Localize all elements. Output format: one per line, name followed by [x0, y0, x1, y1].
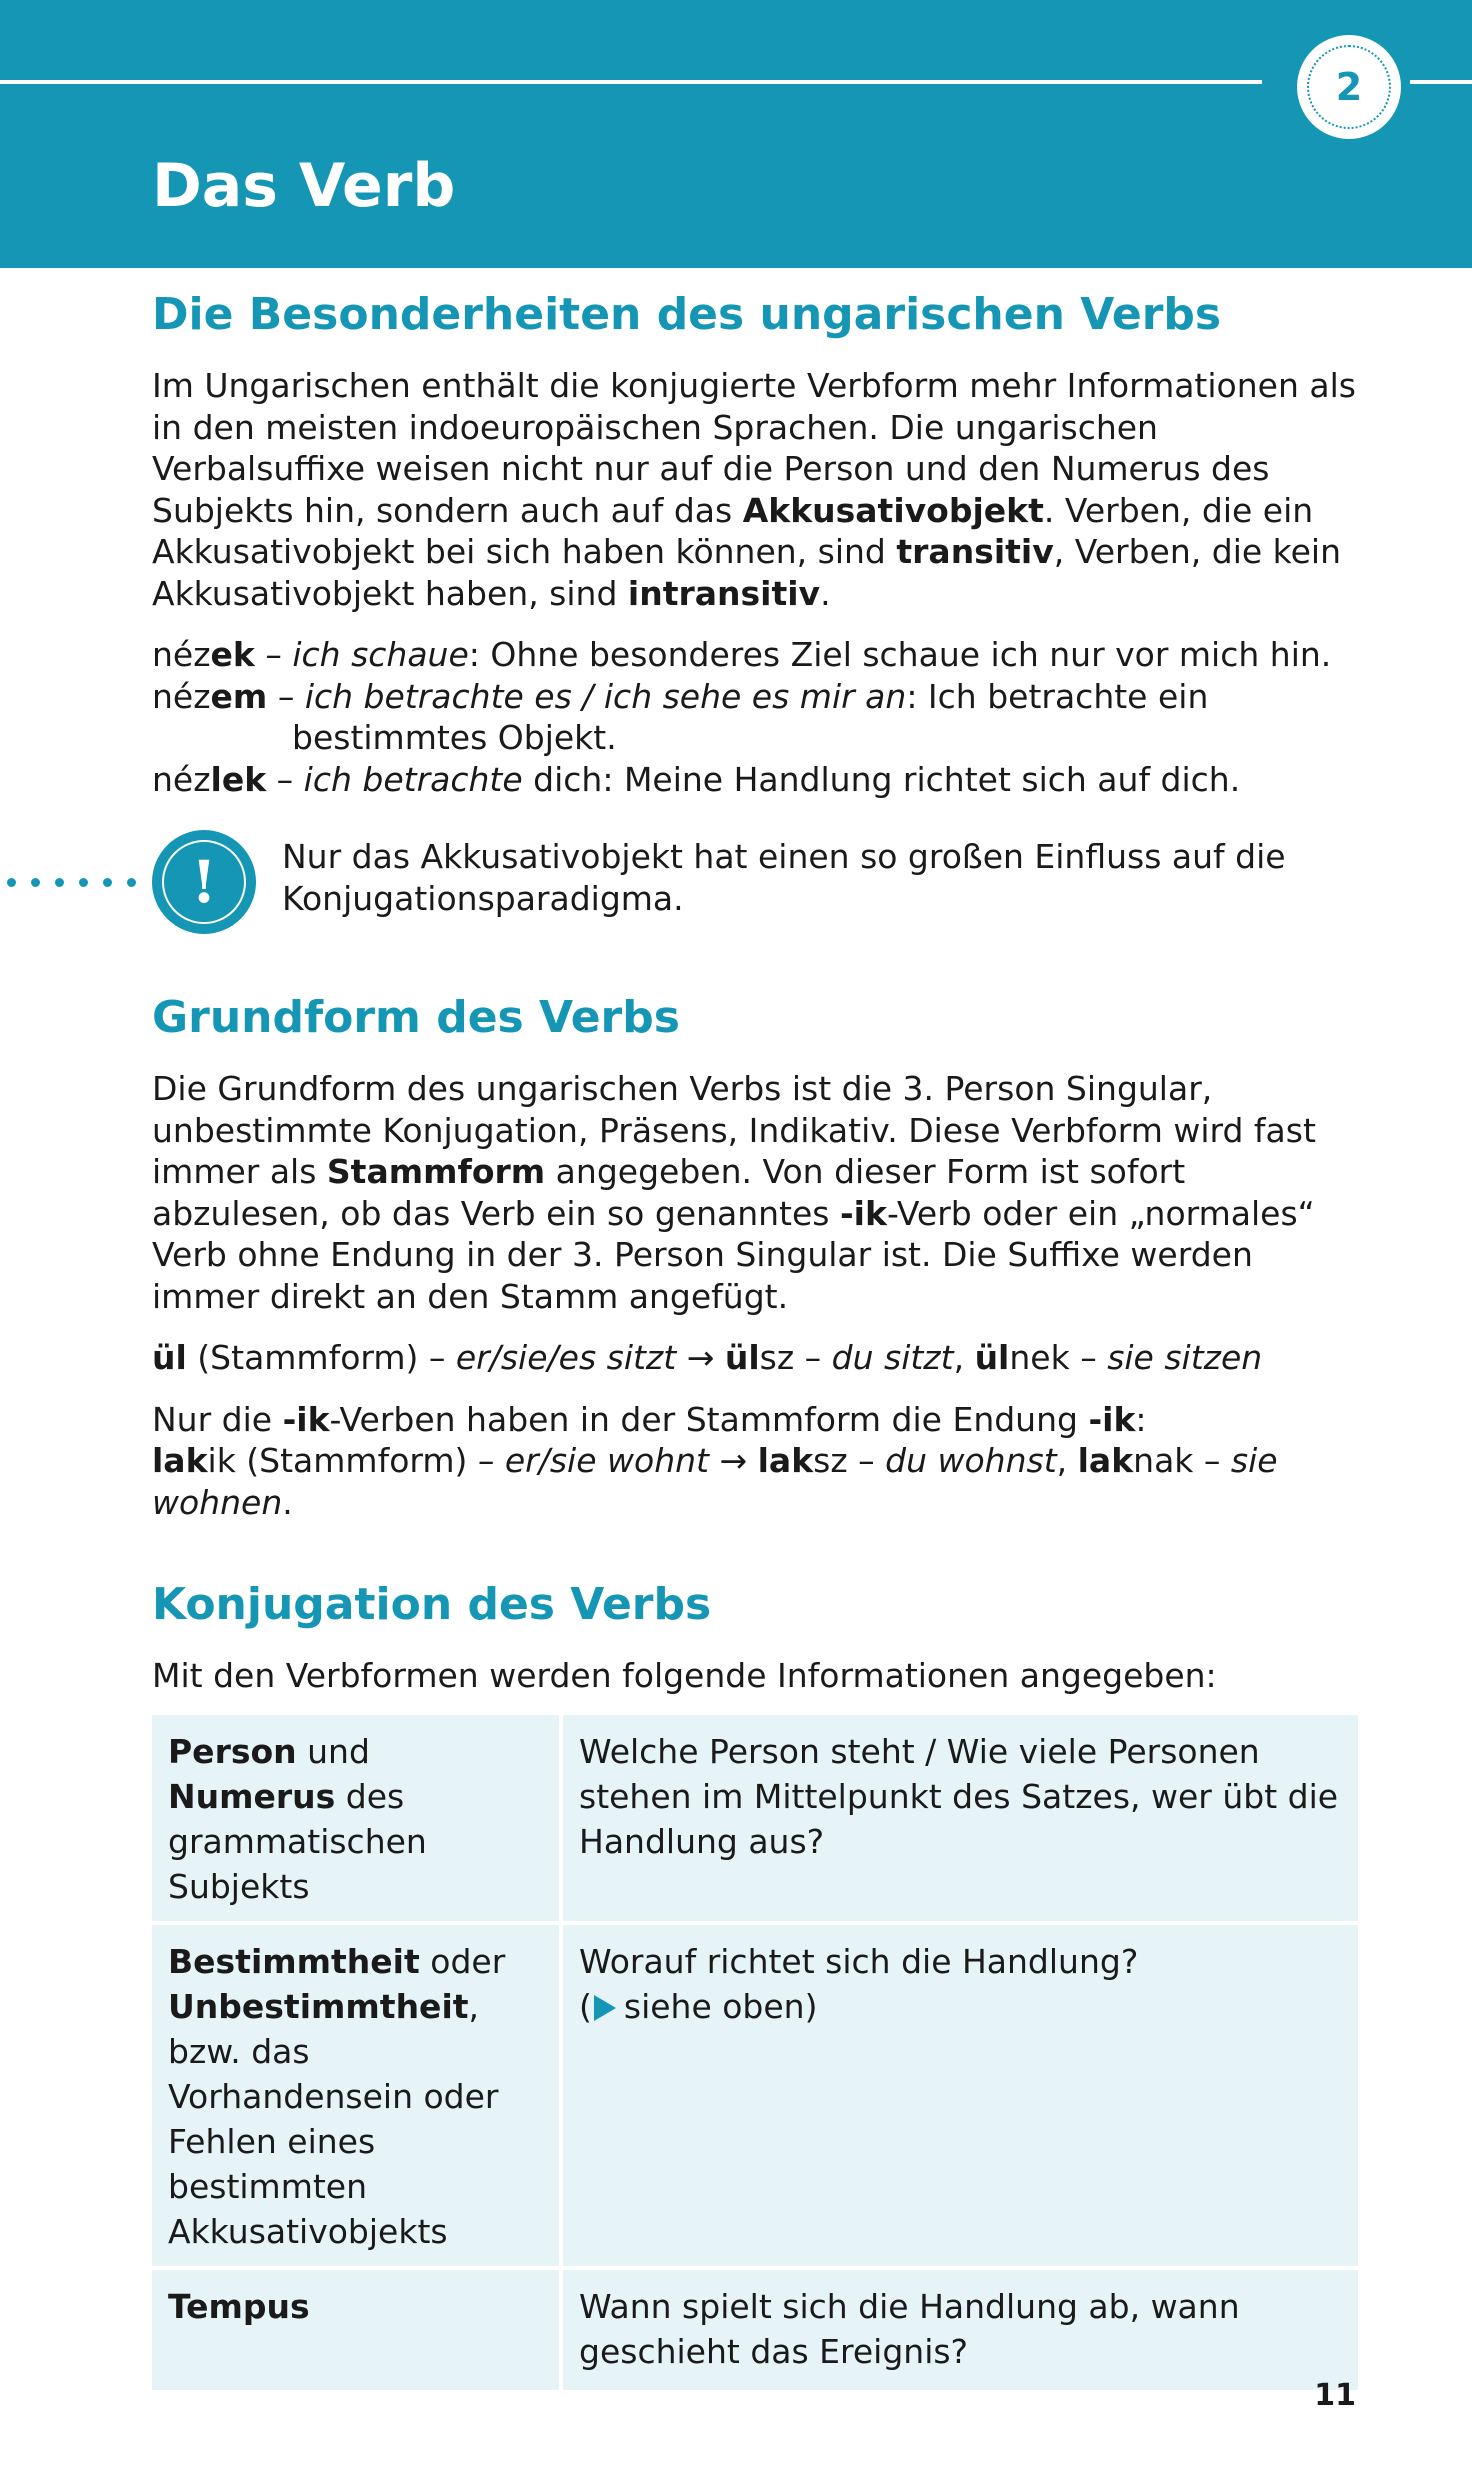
- example-nezek: [152, 634, 1362, 676]
- gloss: ich betrachte es / ich sehe es mir an: [304, 676, 907, 716]
- verb-suffix: lek: [210, 759, 267, 799]
- gloss: er/sie/es sitzt: [455, 1338, 677, 1377]
- term-person: Person: [168, 1731, 297, 1771]
- text-run: und: [296, 1731, 370, 1771]
- page-number: 11: [1314, 2378, 1356, 2413]
- verb-stem: néz: [152, 759, 211, 799]
- verb-suffix: em: [210, 676, 268, 716]
- note-box: [152, 826, 1362, 936]
- chapter-number: 2: [1307, 45, 1391, 129]
- section-heading-besonderheiten: Die Besonderheiten des ungarischen Verbs: [152, 289, 1222, 340]
- paren: (: [579, 1986, 592, 2026]
- konjugation-intro: Mit den Verbformen werden folgende Informationen angegeben:: [152, 1656, 1217, 1695]
- text-run: sz –: [759, 1338, 832, 1377]
- text-run: -Verb oder ein „normales“ Verb ohne Endung in der 3. Person Singular ist. Die Suffixe werden immer direkt an den Stamm angefügt.: [152, 1193, 1315, 1316]
- chapter-badge: [1297, 35, 1401, 139]
- verb-stem: ül: [724, 1338, 760, 1377]
- text-run: . Verben, die ein Akkusativobjekt bei sich haben können, sind: [152, 490, 1314, 571]
- text-run: des grammatischen Subjekts: [168, 1776, 427, 1906]
- table-cell-question: [563, 1925, 1358, 2266]
- text-run: angegeben. Von dieser Form ist sofort abzulesen, ob das Verb ein so genanntes: [152, 1152, 1186, 1233]
- page-title: Das Verb: [152, 151, 456, 221]
- dotted-leader: [7, 878, 136, 887]
- intro-paragraph: [152, 365, 1362, 614]
- text-run: .: [820, 573, 831, 613]
- chapter-header: [0, 0, 1472, 268]
- header-rule-right: [1410, 80, 1472, 84]
- explanation: dich: Meine Handlung richtet sich auf dich.: [522, 759, 1241, 799]
- text-run: oder: [419, 1941, 506, 1981]
- example-nezem-continuation: bestimmtes Objekt.: [292, 718, 617, 757]
- ik-verb-rule: [152, 1399, 1362, 1441]
- text-run: ,: [953, 1338, 975, 1377]
- verb-stem: lak: [152, 1441, 208, 1480]
- example-lakik: [152, 1399, 1362, 1524]
- gloss: du sitzt: [831, 1338, 954, 1377]
- verb-suffix: ek: [210, 635, 255, 674]
- text-run: Nur die: [152, 1399, 283, 1439]
- term-transitiv: transitiv: [896, 532, 1054, 571]
- term-tempus: Tempus: [168, 2286, 310, 2326]
- term-ik: -ik: [839, 1193, 887, 1233]
- page-content: [152, 285, 1362, 2394]
- arrow-icon: →: [676, 1338, 725, 1377]
- term-ik: -ik: [1088, 1399, 1136, 1439]
- verb-stem: néz: [152, 676, 211, 716]
- gloss: sie sitzen: [1107, 1338, 1263, 1377]
- table-cell-category: [152, 2270, 559, 2390]
- text-run: sz –: [813, 1441, 886, 1480]
- text-run: :: [1135, 1399, 1147, 1439]
- table-row: [152, 2270, 1358, 2390]
- term-unbestimmtheit: Unbestimmtheit: [168, 1986, 469, 2026]
- verb-stem: lak: [757, 1441, 814, 1480]
- section-heading-konjugation: Konjugation des Verbs: [152, 1579, 712, 1630]
- table-row: [152, 1715, 1358, 1921]
- gloss: du wohnst: [885, 1441, 1057, 1480]
- triangle-right-icon: [594, 1995, 616, 2021]
- exclamation-icon: !: [152, 830, 256, 934]
- verb-stem: néz: [152, 635, 211, 674]
- term-ik: -ik: [282, 1399, 330, 1439]
- text-run: ,: [1056, 1441, 1078, 1480]
- table-cell-question: Wann spielt sich die Handlung ab, wann geschieht das Ereignis?: [563, 2270, 1358, 2390]
- header-rule-left: [0, 80, 1262, 84]
- table-row: [152, 1925, 1358, 2266]
- table-cell-category: [152, 1715, 559, 1921]
- term-bestimmtheit: Bestimmtheit: [168, 1941, 420, 1981]
- cross-reference: [579, 1984, 1342, 2029]
- example-ul: [152, 1337, 1362, 1379]
- grundform-paragraph: [152, 1068, 1362, 1317]
- verb-stem: ül: [974, 1338, 1010, 1377]
- example-nezlek: [152, 759, 1362, 801]
- text-run: Im Ungarischen enthält die konjugierte Verbform mehr Informationen als in den meisten indoeuropäischen Sprachen. Die ungarischen Verbalsuffixe weisen nicht nur auf die Person und den Numerus des Subjekts hin, sondern auch auf das: [152, 366, 1356, 530]
- table-cell-question: Welche Person steht / Wie viele Personen stehen im Mittelpunkt des Satzes, wer übt die Handlung aus?: [563, 1715, 1358, 1921]
- information-table: [148, 1711, 1362, 2394]
- cross-reference-text: siehe oben: [623, 1986, 805, 2026]
- section-heading-grundform: Grundform des Verbs: [152, 992, 680, 1043]
- term-akkusativobjekt: Akkusativobjekt: [742, 490, 1044, 530]
- gloss: sie wohnen: [152, 1441, 1278, 1522]
- text-run: ik (Stammform) –: [207, 1441, 505, 1480]
- dash: –: [266, 759, 304, 799]
- gloss: er/sie wohnt: [504, 1441, 709, 1480]
- term-stammform: Stammform: [326, 1152, 546, 1191]
- term-numerus: Numerus: [168, 1776, 336, 1816]
- text-run: .: [282, 1482, 293, 1522]
- gloss: ich betrachte: [303, 759, 523, 799]
- verb-stem: lak: [1077, 1441, 1134, 1480]
- text-run: , Verben, die kein Akkusativobjekt haben, sind: [152, 532, 1341, 613]
- term-intransitiv: intransitiv: [627, 573, 821, 613]
- text-run: Die Grundform des ungarischen Verbs ist die 3. Person Singular, unbestimmte Konjugation, Präsens, Indikativ. Diese Verbform wird fast immer als: [152, 1069, 1316, 1191]
- text-run: , bzw. das Vorhandensein oder Fehlen eines bestimmten Akkusativobjekts: [168, 1986, 499, 2251]
- arrow-icon: →: [708, 1441, 758, 1480]
- text-run: (Stammform) –: [186, 1338, 456, 1377]
- table-cell-category: [152, 1925, 559, 2266]
- ik-verb-example: [152, 1440, 1362, 1523]
- dash: –: [267, 676, 305, 716]
- question-text: Worauf richtet sich die Handlung?: [579, 1941, 1139, 1981]
- text-run: nak –: [1133, 1441, 1231, 1480]
- gloss: ich schaue: [292, 635, 469, 674]
- explanation: : Ohne besonderes Ziel schaue ich nur vor mich hin.: [468, 635, 1332, 674]
- dash: –: [254, 635, 293, 674]
- text-run: nek –: [1009, 1338, 1108, 1377]
- explanation: : Ich betrachte ein: [906, 676, 1209, 716]
- text-run: -Verben haben in der Stammform die Endung: [329, 1399, 1089, 1439]
- verb-stem: ül: [152, 1338, 187, 1377]
- example-list: [152, 634, 1362, 800]
- example-nezem: [152, 676, 1362, 718]
- paren: ): [804, 1986, 818, 2026]
- note-text: Nur das Akkusativobjekt hat einen so großen Einfluss auf die Konjugationsparadigma.: [282, 837, 1286, 918]
